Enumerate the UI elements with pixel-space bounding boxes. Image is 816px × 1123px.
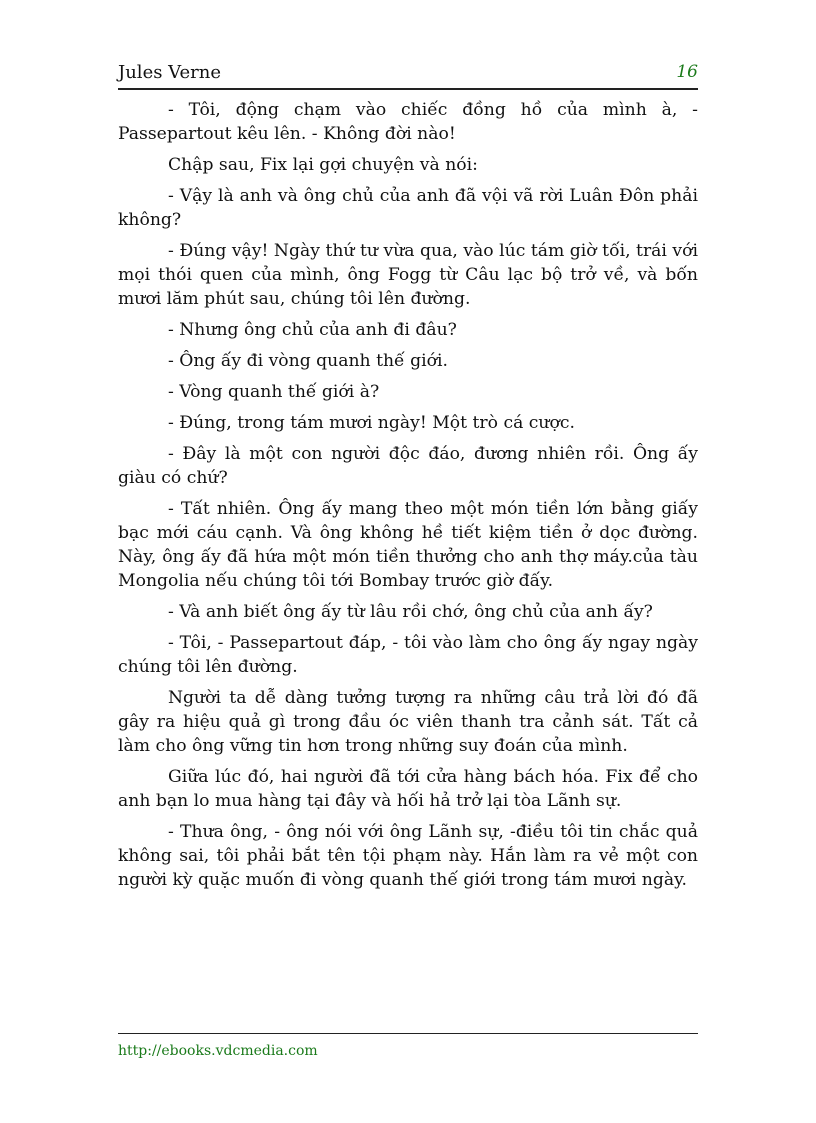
footer-divider [118,1033,698,1034]
paragraph: Người ta dễ dàng tưởng tượng ra những câu trả lời đó đã gây ra hiệu quả gì trong đầu óc viên thanh tra cảnh sát. Tất cả làm cho ông vững tin hơn trong những suy đoán của mình. [118,688,698,756]
paragraph: - Tất nhiên. Ông ấy mang theo một món tiền lớn bằng giấy bạc mới cáu cạnh. Và ông không hề tiết kiệm tiền ở dọc đường. Này, ông ấy đã hứa một món tiền thưởng cho anh thợ máy.của tàu Mongolia nếu chúng tôi tới Bombay trước giờ đấy. [118,499,698,591]
paragraph: - Đúng, trong tám mươi ngày! Một trò cá cược. [168,413,575,433]
footer-url-link[interactable]: http://ebooks.vdcmedia.com [118,1043,318,1059]
paragraph: - Và anh biết ông ấy từ lâu rồi chớ, ông chủ của anh ấy? [168,602,653,622]
paragraph: - Đây là một con người độc đáo, đương nhiên rồi. Ông ấy giàu có chứ? [118,444,698,488]
page-body [118,98,698,899]
paragraph: - Tôi, động chạm vào chiếc đồng hồ của mình à, - Passepartout kêu lên. - Không đời nào! [118,100,698,144]
paragraph: - Vòng quanh thế giới à? [168,382,380,402]
header-author: Jules Verne [118,62,222,83]
paragraph: - Nhưng ông chủ của anh đi đâu? [168,320,457,340]
paragraph: - Đúng vậy! Ngày thứ tư vừa qua, vào lúc tám giờ tối, trái với mọi thói quen của mình, ông Fogg từ Câu lạc bộ trở về, và bốn mươi lăm phút sau, chúng tôi lên đường. [118,241,698,309]
page-number: 16 [676,62,698,82]
page-header [118,62,698,88]
paragraph: - Thưa ông, - ông nói với ông Lãnh sự, -điều tôi tin chắc quả không sai, tôi phải bắt tên tội phạm này. Hắn làm ra vẻ một con người kỳ quặc muốn đi vòng quanh thế giới trong tám mươi ngày. [118,822,698,890]
header-divider [118,88,698,90]
paragraph: Chập sau, Fix lại gợi chuyện và nói: [168,155,478,175]
paragraph: - Ông ấy đi vòng quanh thế giới. [168,351,448,371]
paragraph: - Tôi, - Passepartout đáp, - tôi vào làm cho ông ấy ngay ngày chúng tôi lên đường. [118,633,698,677]
paragraph: - Vậy là anh và ông chủ của anh đã vội vã rời Luân Đôn phải không? [118,186,698,230]
paragraph: Giữa lúc đó, hai người đã tới cửa hàng bách hóa. Fix để cho anh bạn lo mua hàng tại đây và hối hả trở lại tòa Lãnh sự. [118,767,698,811]
